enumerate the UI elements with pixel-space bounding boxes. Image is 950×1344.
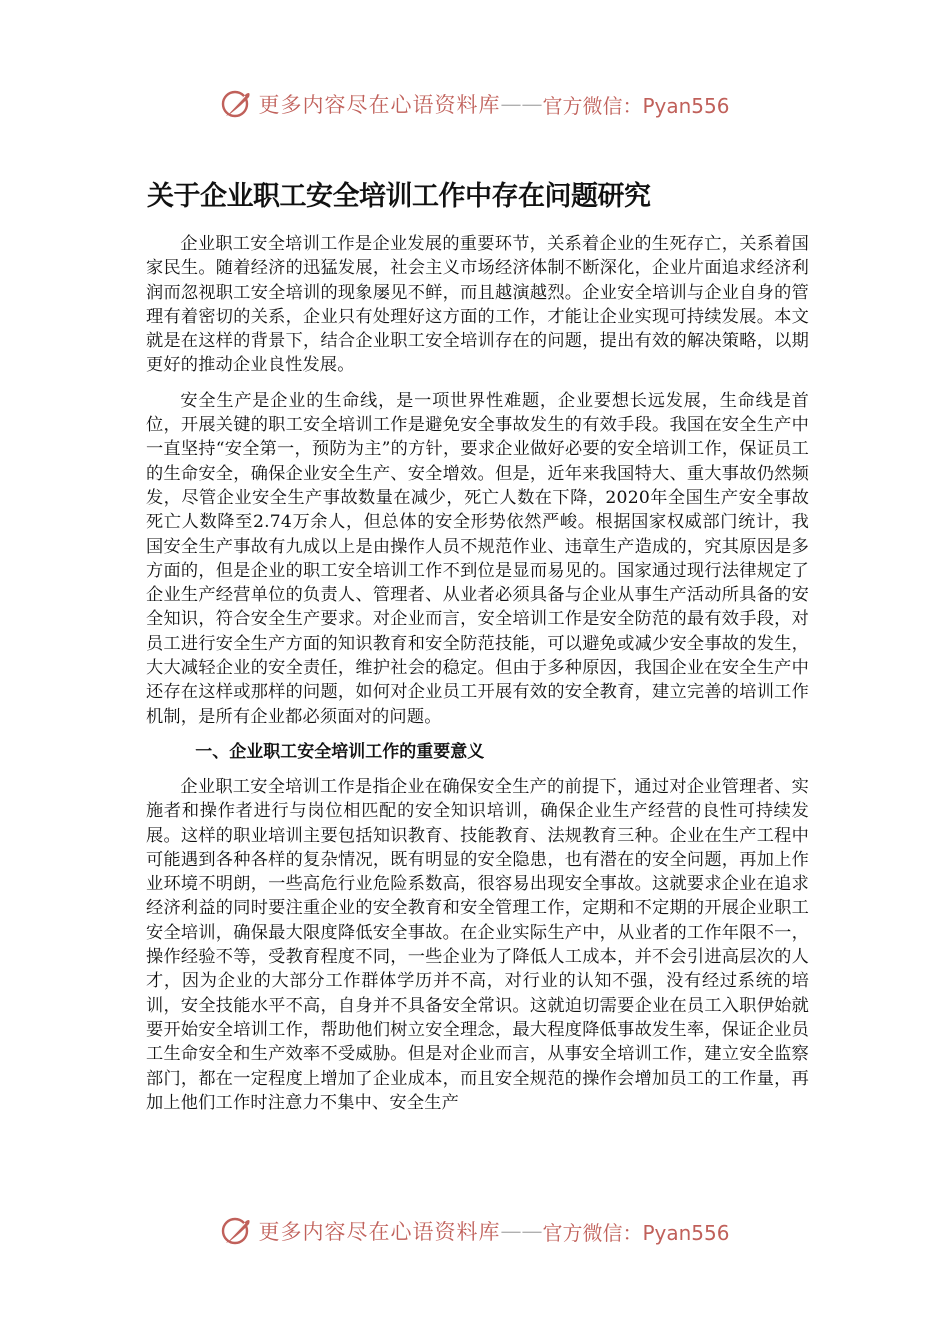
watermark-header <box>0 84 950 124</box>
quill-logo-icon <box>220 87 254 121</box>
watermark-site-text: 更多内容尽在心语资料库 <box>258 1220 501 1244</box>
watermark-contact-text: 官方微信：Pyan556 <box>542 1220 730 1245</box>
document-title: 关于企业职工安全培训工作中存在问题研究 <box>147 181 651 212</box>
body-paragraph: 企业职工安全培训工作是企业发展的重要环节，关系着企业的生死存亡，关系着国家民生。随着经济的迅猛发展，社会主义市场经济体制不断深化，企业片面追求经济利润而忽视职工安全培训的现象屡见不鲜，而且越演越烈。企业安全培训与企业自身的管理有着密切的关系，企业只有处理好这方面的工作，才能让企业实现可持续发展。本文就是在这样的背景下，结合企业职工安全培训存在的问题，提出有效的解决策略，以期更好的推动企业良性发展。 <box>146 234 809 376</box>
watermark-site-text: 更多内容尽在心语资料库 <box>258 93 501 117</box>
quill-logo-icon <box>220 1214 254 1248</box>
watermark-separator: —— <box>500 1219 543 1243</box>
watermark-footer <box>0 1211 950 1251</box>
section-heading: 一、企业职工安全培训工作的重要意义 <box>195 741 485 762</box>
watermark-separator: —— <box>500 92 543 116</box>
document-body <box>146 232 809 1126</box>
watermark-contact-text: 官方微信：Pyan556 <box>542 93 730 118</box>
body-paragraph: 安全生产是企业的生命线，是一项世界性难题，企业要想长远发展，生命线是首位，开展关键的职工安全培训工作是避免安全事故发生的有效手段。我国在安全生产中一直坚持“安全第一，预防为主”的方针，要求企业做好必要的安全培训工作，保证员工的生命安全，确保企业安全生产、安全增效。但是，近年来我国特大、重大事故仍然频发，尽管企业安全生产事故数量在减少，死亡人数在下降，2020年全国生产安全事故死亡人数降至2.74万余人，但总体的安全形势依然严峻。根据国家权威部门统计，我国安全生产事故有九成以上是由操作人员不规范作业、违章生产造成的，究其原因是多方面的，但是企业的职工安全培训工作不到位是显而易见的。国家通过现行法律规定了企业生产经营单位的负责人、管理者、从业者必须具备与企业从事生产活动所具备的安全知识，符合安全生产要求。对企业而言，安全培训工作是安全防范的最有效手段，对员工进行安全生产方面的知识教育和安全防范技能，可以避免或减少安全事故的发生，大大减轻企业的安全责任，维护社会的稳定。但由于多种原因，我国企业在安全生产中还存在这样或那样的问题，如何对企业员工开展有效的安全教育，建立完善的培训工作机制，是所有企业都必须面对的问题。 <box>146 390 809 727</box>
section-paragraph: 企业职工安全培训工作是指企业在确保安全生产的前提下，通过对企业管理者、实施者和操作者进行与岗位相匹配的安全知识培训，确保企业生产经营的良性可持续发展。这样的职业培训主要包括知识教育、技能教育、法规教育三种。企业在生产工程中可能遇到各种各样的复杂情况，既有明显的安全隐患，也有潜在的安全问题，再加上作业环境不明朗，一些高危行业危险系数高，很容易出现安全事故。这就要求企业在追求经济利益的同时要注重企业的安全教育和安全管理工作，定期和不定期的开展企业职工安全培训，确保最大限度降低安全事故。在企业实际生产中，从业者的工作年限不一，操作经验不等，受教育程度不同，一些企业为了降低人工成本，并不会引进高层次的人才，因为企业的大部分工作群体学历并不高，对行业的认知不强，没有经过系统的培训，安全技能水平不高，自身并不具备安全常识。这就迫切需要企业在员工入职伊始就要开始安全培训工作，帮助他们树立安全理念，最大程度降低事故发生率，保证企业员工生命安全和生产效率不受威胁。但是对企业而言，从事安全培训工作，建立安全监察部门，都在一定程度上增加了企业成本，而且安全规范的操作会增加员工的工作量，再加上他们工作时注意力不集中、安全生产 <box>146 776 809 1113</box>
